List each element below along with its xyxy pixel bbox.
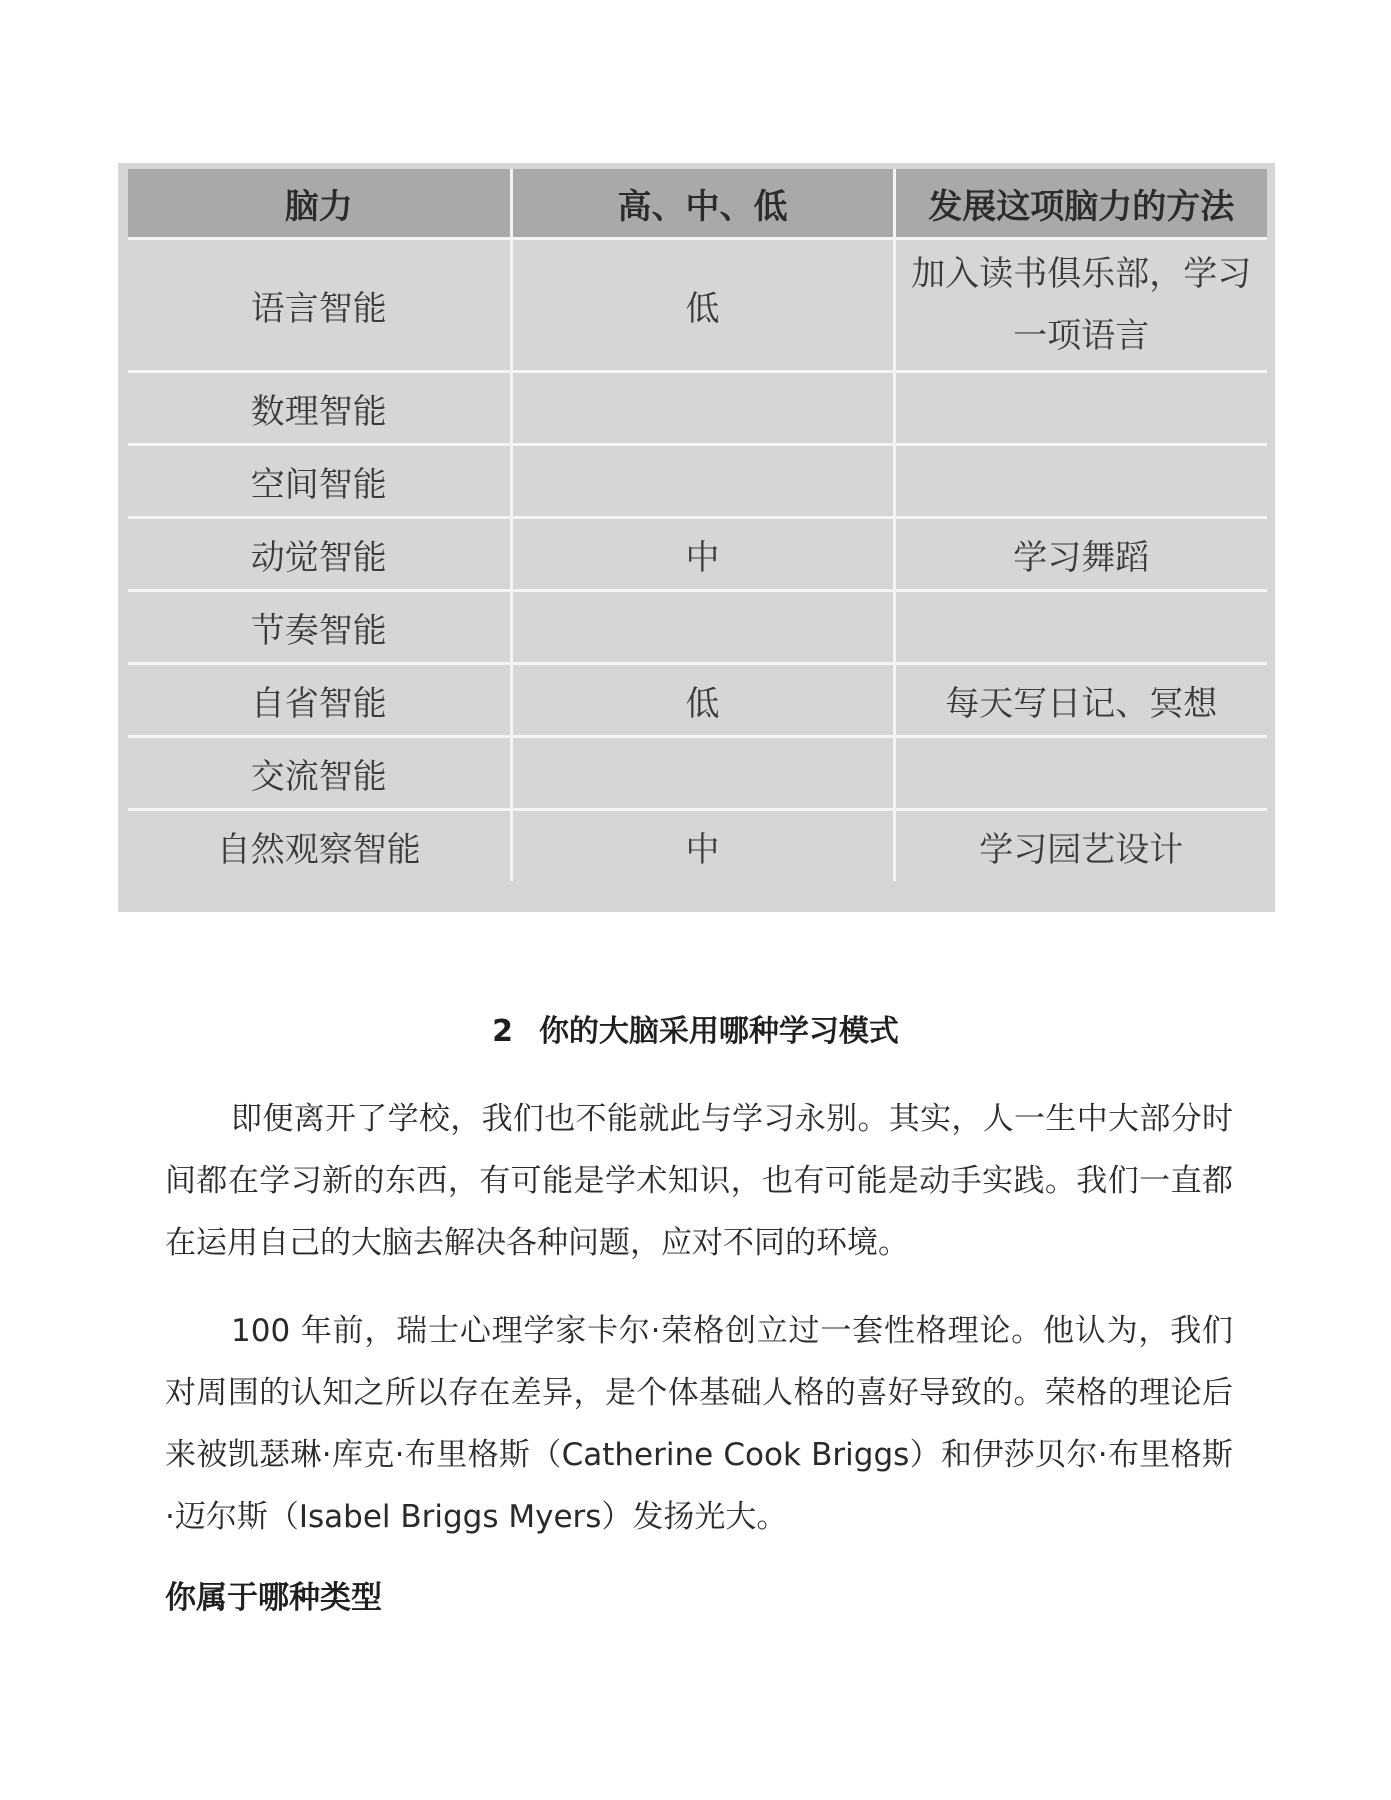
table-row [128, 591, 1267, 664]
cell-level: 低 [511, 239, 894, 372]
cell-level [511, 591, 894, 664]
brain-power-table [128, 169, 1267, 881]
cell-ability: 自然观察智能 [128, 810, 511, 882]
table-row [128, 372, 1267, 445]
table-row [128, 810, 1267, 882]
table-row [128, 239, 1267, 372]
subheading: 你属于哪种类型 [165, 1580, 382, 1616]
cell-method [894, 591, 1267, 664]
cell-ability: 空间智能 [128, 445, 511, 518]
section-number: 2 [492, 1014, 513, 1049]
cell-method: 每天写日记、冥想 [894, 664, 1267, 737]
cell-method [894, 445, 1267, 518]
cell-method: 加入读书俱乐部，学习一项语言 [894, 239, 1267, 372]
table-header-row [128, 169, 1267, 239]
header-method: 发展这项脑力的方法 [894, 169, 1267, 239]
cell-method [894, 372, 1267, 445]
cell-level [511, 445, 894, 518]
brain-power-table-container [118, 163, 1275, 912]
cell-level: 中 [511, 518, 894, 591]
body-paragraph-1: 即便离开了学校，我们也不能就此与学习永别。其实，人一生中大部分时间都在学习新的东西，有可能是学术知识，也有可能是动手实践。我们一直都在运用自己的大脑去解决各种问题，应对不同的环境。 [165, 1101, 1233, 1261]
table-row [128, 737, 1267, 810]
cell-method: 学习舞蹈 [894, 518, 1267, 591]
cell-ability: 数理智能 [128, 372, 511, 445]
section-title: 你的大脑采用哪种学习模式 [538, 1014, 899, 1049]
cell-method [894, 737, 1267, 810]
cell-ability: 交流智能 [128, 737, 511, 810]
cell-level: 中 [511, 810, 894, 882]
cell-level [511, 737, 894, 810]
table-row [128, 445, 1267, 518]
table-row [128, 518, 1267, 591]
header-level: 高、中、低 [511, 169, 894, 239]
cell-ability: 语言智能 [128, 239, 511, 372]
cell-level [511, 372, 894, 445]
table-row [128, 664, 1267, 737]
header-ability: 脑力 [128, 169, 511, 239]
cell-ability: 节奏智能 [128, 591, 511, 664]
cell-method: 学习园艺设计 [894, 810, 1267, 882]
section-heading [0, 1006, 1391, 1050]
body-paragraph-2: 100 年前，瑞士心理学家卡尔·荣格创立过一套性格理论。他认为，我们对周围的认知之所以存在差异，是个体基础人格的喜好导致的。荣格的理论后来被凯瑟琳·库克·布里格斯（Catherine Cook Briggs）和伊莎贝尔·布里格斯·迈尔斯（Isabel Briggs Myers）发扬光大。 [165, 1313, 1233, 1535]
cell-ability: 动觉智能 [128, 518, 511, 591]
cell-ability: 自省智能 [128, 664, 511, 737]
cell-level: 低 [511, 664, 894, 737]
